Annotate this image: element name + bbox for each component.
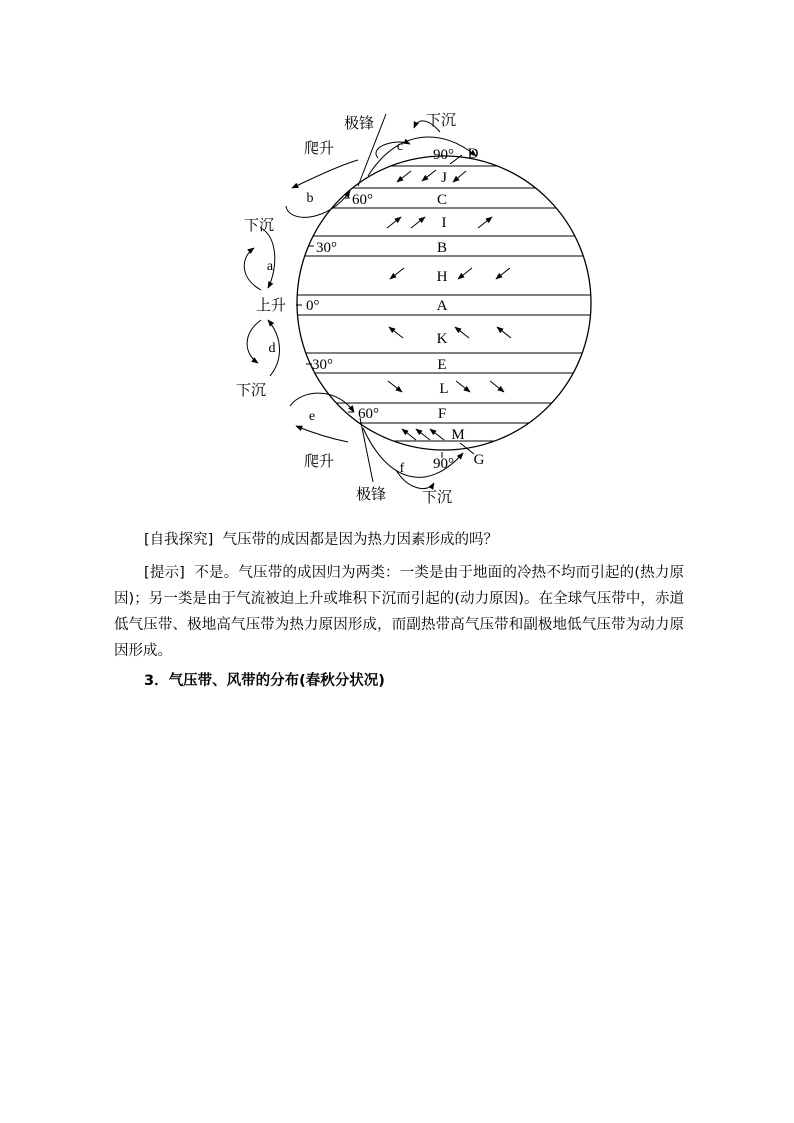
cell-e-lower [296,426,348,442]
label-climb-top: 爬升 [304,141,335,157]
cell-a-right [261,228,275,288]
hint-text: 不是。气压带的成因归为两类：一类是由于地面的冷热不均而引起的(热力原因)；另一类是由于气流被迫上升或堆积下沉而引起的(动力原因)。在全球气压带中，赤道低气压带、极地高气压带为热力原因形成，而副热带高气压带和副极地低气压带为动力原因形成。 [114,565,684,659]
band-I: I [441,215,447,231]
cell-label-d: d [268,341,276,356]
section-heading [114,668,684,694]
cell-label-f: f [399,461,405,476]
cell-label-b: b [306,191,314,206]
lat-label-north-90: 90° [433,147,454,163]
band-C: C [436,192,448,208]
cell-label-e: e [308,409,316,424]
cell-d-left [247,320,261,363]
cell-b-lower [286,191,350,217]
label-sink-left-top: 下沉 [244,218,275,234]
label-rise-left: 上升 [256,298,287,314]
label-polar-front-bottom: 极锋 [356,487,387,503]
band-F: F [437,406,447,422]
label-sink-bottom: 下沉 [422,490,453,506]
cell-a-left [244,248,261,290]
explore-question: 气压带的成因都是因为热力因素形成的吗？ [222,532,499,548]
lat-label-south-90: 90° [433,456,454,472]
lat-label-south-30: 30° [312,357,333,373]
band-A: A [436,298,448,314]
band-B: B [436,240,448,256]
cell-label-a: a [266,259,274,274]
band-L: L [439,381,449,397]
band-K: K [436,331,448,347]
label-sink-top: 下沉 [426,113,457,129]
cell-b-upper [292,160,358,188]
band-H: H [436,269,448,285]
hint-paragraph [114,560,684,664]
label-climb-bottom: 爬升 [304,454,335,470]
label-sink-left-bottom: 下沉 [236,383,267,399]
lat-label-north-60: 60° [352,192,373,208]
wind-arrows [387,170,511,440]
hint-tag: [提示] [144,565,185,581]
lat-label-north-30: 30° [316,240,337,256]
band-D: D [467,146,479,162]
label-polar-front-top: 极锋 [344,116,375,132]
band-E: E [437,357,447,373]
band-M: M [451,427,465,443]
band-J: J [441,170,447,186]
explore-tag: [自我探究] [144,532,214,548]
band-G: G [473,452,485,468]
explore-paragraph [114,527,684,553]
lat-label-south-60: 60° [358,406,379,422]
pressure-belt-diagram [228,98,598,518]
lat-label-equator: 0° [306,298,320,314]
section-number: 3． [144,673,169,689]
section-title: 气压带、风带的分布(春秋分状况) [168,673,385,689]
cell-c-small [376,142,410,158]
cell-label-c: c [396,139,404,154]
